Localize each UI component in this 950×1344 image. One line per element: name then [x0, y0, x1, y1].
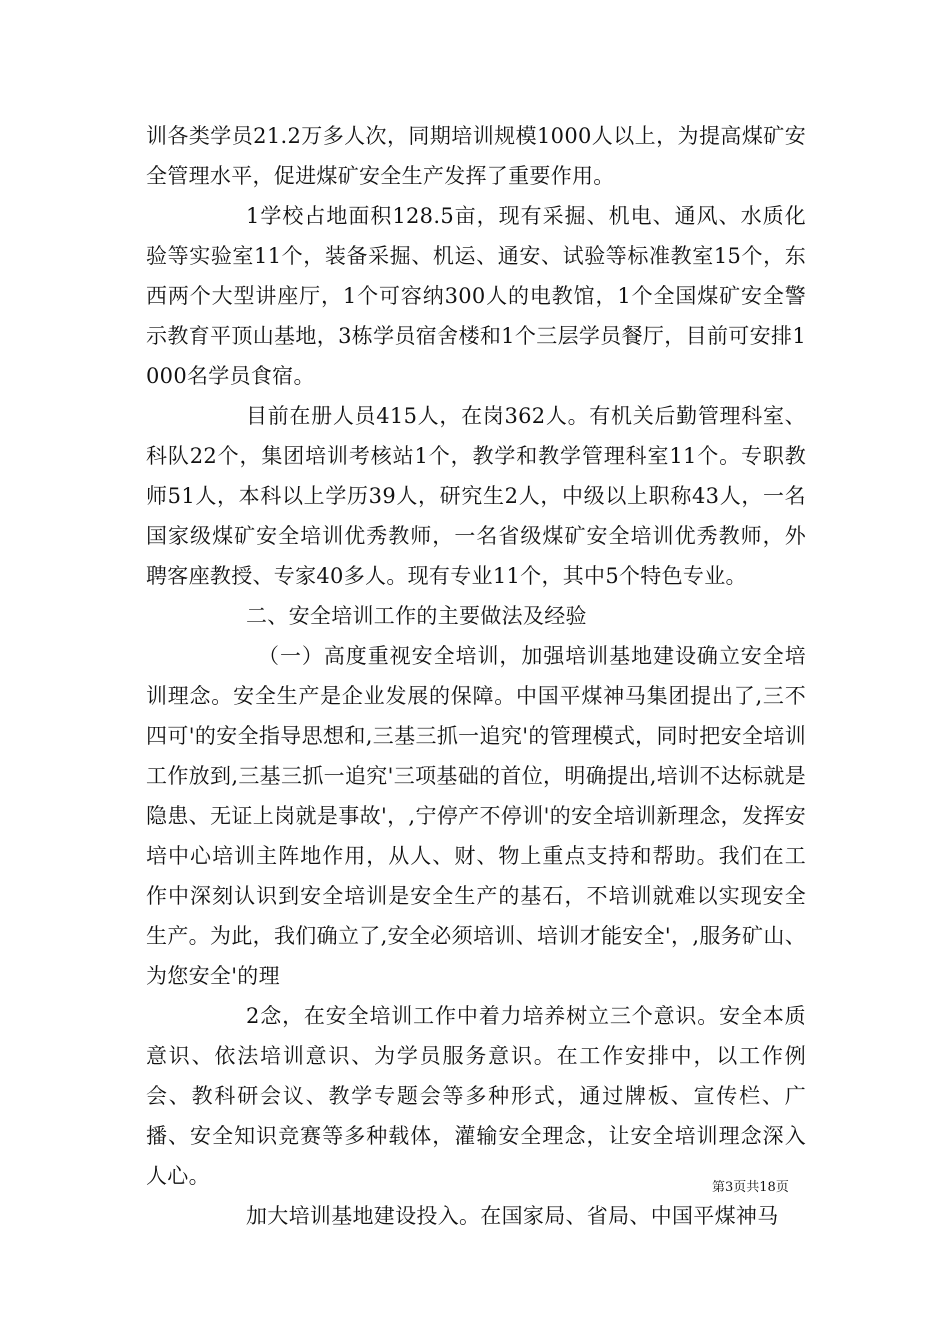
page-number-footer: 第3页共18页 [712, 1180, 789, 1195]
document-body [146, 116, 806, 1236]
paragraph-training-summary: 训各类学员21.2万多人次，同期培训规模1000人以上，为提高煤矿安全管理水平，促进煤矿安全生产发挥了重要作用。 [146, 124, 806, 188]
paragraph-three-awareness: 2念，在安全培训工作中着力培养树立三个意识。安全本质意识、依法培训意识、为学员服务意识。在工作安排中，以工作例会、教科研会议、教学专题会等多种形式，通过牌板、宣传栏、广播、安全知识竞赛等多种载体，灌输安全理念，让安全培训理念深入人心。 [146, 1004, 806, 1188]
paragraph-training-philosophy: （一）高度重视安全培训，加强培训基地建设确立安全培训理念。安全生产是企业发展的保障。中国平煤神马集团提出了,三不四可'的安全指导思想和,三基三抓一追究'的管理模式，同时把安全培训工作放到,三基三抓一追究'三项基础的首位，明确提出,培训不达标就是隐患、无证上岗就是事故'，,宁停产不停训'的安全培训新理念，发挥安培中心培训主阵地作用，从人、财、物上重点支持和帮助。我们在工作中深刻认识到安全培训是安全生产的基石，不培训就难以实现安全生产。为此，我们确立了,安全必须培训、培训才能安全'，,服务矿山、为您安全'的理 [146, 644, 806, 988]
paragraph-school-facilities: 1学校占地面积128.5亩，现有采掘、机电、通风、水质化验等实验室11个，装备采掘、机运、通安、试验等标准教室15个，东西两个大型讲座厅，1个可容纳300人的电教馆，1个全国煤矿安全警示教育平顶山基地，3栋学员宿舍楼和1个三层学员餐厅，目前可安排1000名学员食宿。 [146, 204, 806, 388]
paragraph-base-investment: 加大培训基地建设投入。在国家局、省局、中国平煤神马 [246, 1204, 779, 1228]
paragraph-staff-statistics: 目前在册人员415人，在岗362人。有机关后勤管理科室、科队22个，集团培训考核站1个，教学和教学管理科室11个。专职教师51人，本科以上学历39人，研究生2人，中级以上职称43人，一名国家级煤矿安全培训优秀教师，一名省级煤矿安全培训优秀教师，外聘客座教授、专家40多人。现有专业11个，其中5个特色专业。 [146, 404, 806, 588]
section-heading-practices: 二、安全培训工作的主要做法及经验 [246, 604, 587, 628]
